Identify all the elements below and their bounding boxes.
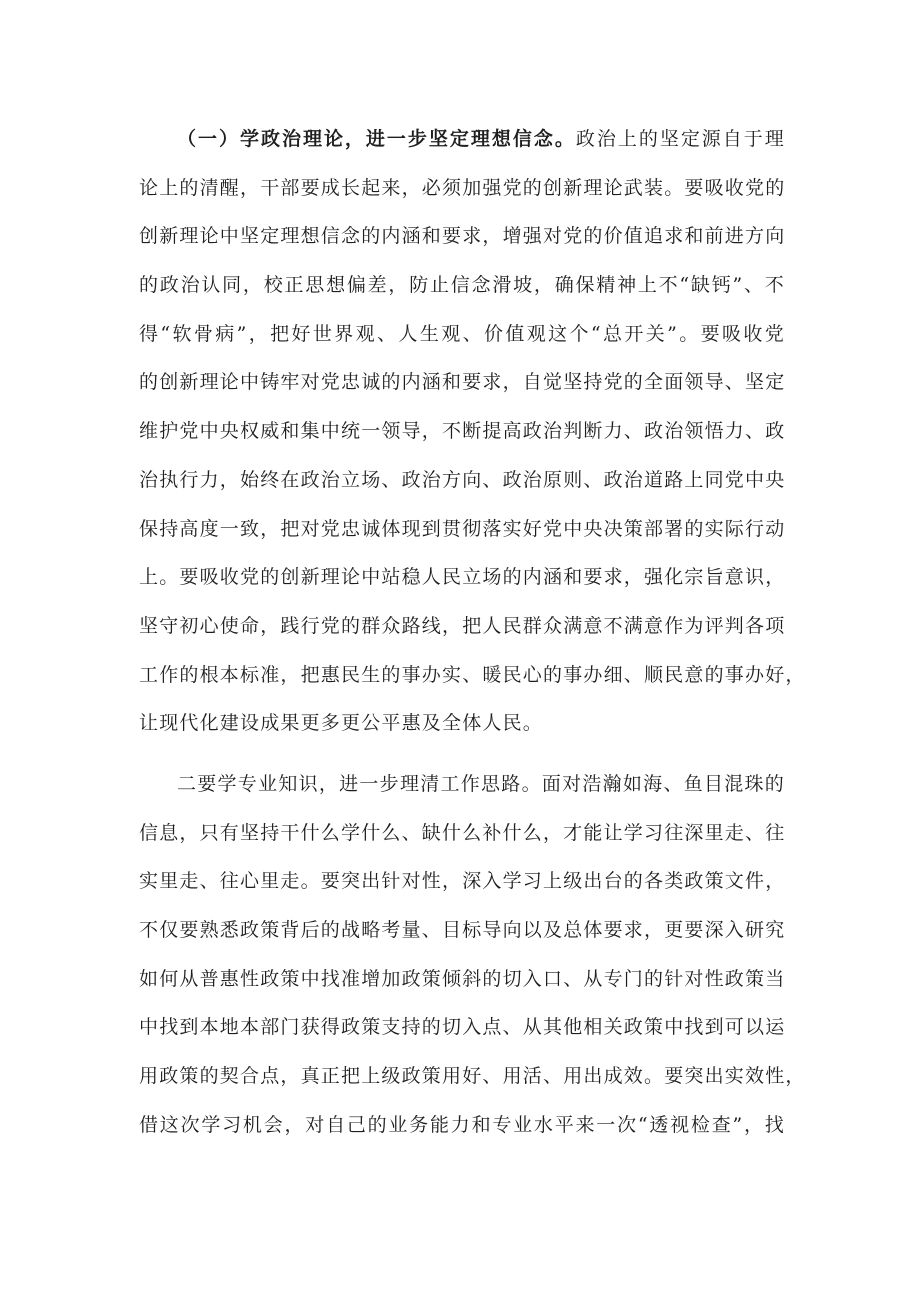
paragraph-line: 论上的清醒，干部要成长起来，必须加强党的创新理论武装。要吸收党的	[139, 176, 786, 199]
paragraph-professional-knowledge	[139, 760, 806, 1150]
paragraph-line: 的创新理论中铸牢对党忠诚的内涵和要求，自觉坚持党的全面领导、坚定	[139, 371, 786, 394]
paragraph-line: 中找到本地本部门获得政策支持的切入点、从其他相关政策中找到可以运	[139, 1016, 786, 1039]
paragraph-line: 得“软骨病”，把好世界观、人生观、价值观这个“总开关”。要吸收党	[139, 322, 785, 345]
paragraph-line: 借这次学习机会，对自己的业务能力和专业水平来一次“透视检查”，找	[139, 1113, 785, 1136]
paragraph-heading: （一）学政治理论，进一步坚定理想信念。	[177, 128, 576, 150]
paragraph-line: 创新理论中坚定理想信念的内涵和要求，增强对党的价值追求和前进方向	[139, 225, 786, 248]
paragraph-line: （一）学政治理论，进一步坚定理想信念。政治上的坚定源自于理	[177, 128, 785, 150]
paragraph-line: 让现代化建设成果更多更公平惠及全体人民。	[139, 712, 544, 735]
paragraph-line: 用政策的契合点，真正把上级政策用好、用活、用出成效。要突出实效性，	[139, 1065, 806, 1088]
paragraph-line: 治执行力，始终在政治立场、政治方向、政治原则、政治道路上同党中央	[139, 468, 786, 491]
paragraph-line: 不仅要熟悉政策背后的战略考量、目标导向以及总体要求，更要深入研究	[139, 919, 786, 942]
paragraph-political-theory	[139, 115, 806, 748]
paragraph-line: 工作的根本标准，把惠民生的事办实、暖民心的事办细、顺民意的事办好，	[139, 663, 806, 686]
paragraph-line: 维护党中央权威和集中统一领导，不断提高政治判断力、政治领悟力、政	[139, 420, 786, 443]
paragraph-line: 的政治认同，校正思想偏差，防止信念滑坡，确保精神上不“缺钙”、不	[139, 274, 785, 297]
paragraph-line: 信息，只有坚持干什么学什么、缺什么补什么，才能让学习往深里走、往	[139, 821, 786, 844]
paragraph-line: 二要学专业知识，进一步理清工作思路。面对浩瀚如海、鱼目混珠的	[177, 773, 785, 795]
paragraph-line: 保持高度一致，把对党忠诚体现到贯彻落实好党中央决策部署的实际行动	[139, 517, 786, 540]
paragraph-line: 坚守初心使命，践行党的群众路线，把人民群众满意不满意作为评判各项	[139, 614, 786, 637]
paragraph-line: 实里走、往心里走。要突出针对性，深入学习上级出台的各类政策文件，	[139, 870, 786, 893]
paragraph-line: 如何从普惠性政策中找准增加政策倾斜的切入口、从专门的针对性政策当	[139, 967, 786, 990]
paragraph-line: 上。要吸收党的创新理论中站稳人民立场的内涵和要求，强化宗旨意识，	[139, 566, 786, 589]
